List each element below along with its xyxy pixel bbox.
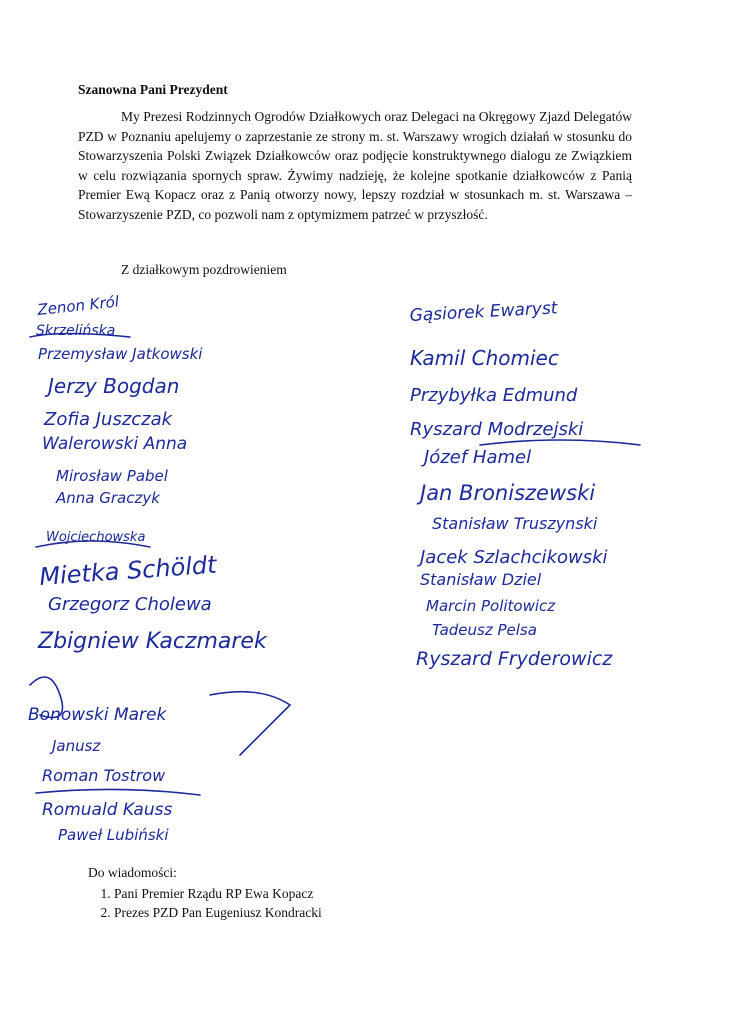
signature-left: Walerowski Anna [42,434,188,454]
letter-body: My Prezesi Rodzinnych Ogrodów Działkowych oraz Delegaci na Okręgowy Zjazd Delegatów PZD w Poznaniu apelujemy o zaprzestanie ze strony m. st. Warszawy wrogich działań w stosunku do Stowarzyszenia Polski Związek Działkowców oraz podjęcie konstruktywnego dialogu ze Związkiem w celu rozwiązania spornych spraw. Żywimy nadzieję, że kolejne spotkanie działkowców z Panią Premier Ewą Kopacz oraz z Panią otworzy nowy, lepszy rozdział w stosunkach m. st. Warszawa – Stowarzyszenie PZD, co pozwoli nam z optymizmem patrzeć w przyszłość. [78,109,632,222]
cc-item: 2. Prezes PZD Pan Eugeniusz Kondracki [114,903,322,922]
signature-left: Grzegorz Cholewa [48,594,212,615]
signature-left: Przemysław Jatkowski [38,345,203,363]
signature-right: Marcin Politowicz [426,597,556,615]
signature-right: Jacek Szlachcikowski [420,547,608,568]
signature-left: Romuald Kauss [42,800,173,820]
signature-left: Skrzelińska [36,323,116,339]
cc-block [88,863,322,922]
signature-right: Gąsiorek Ewaryst [409,298,558,326]
signature-left: Janusz [52,737,101,755]
signature-left: Mietka Schöldt [38,550,218,591]
signature-left: Jerzy Bogdan [48,374,180,398]
signature-right: Józef Hamel [424,447,532,468]
signature-left: Zbigniew Kaczmarek [38,629,267,654]
signature-left: Roman Tostrow [42,766,166,785]
signature-right: Ryszard Fryderowicz [416,648,613,670]
signature-left: Paweł Lubiński [58,826,169,844]
cc-item: 1. Pani Premier Rządu RP Ewa Kopacz [114,884,322,903]
signature-left: Anna Graczyk [56,489,160,507]
cc-list [88,884,322,922]
signature-right: Stanisław Dziel [420,570,542,589]
signatures-block [0,285,745,845]
signatures-svg [0,285,745,845]
signature-right: Ryszard Modrzejski [410,419,584,440]
signature-left: Mirosław Pabel [56,467,168,485]
signature-right: Tadeusz Pelsa [432,621,537,639]
signature-left: Wojciechowska [46,530,146,545]
signature-right: Kamil Chomiec [410,346,559,370]
cc-heading: Do wiadomości: [88,865,177,880]
signature-flourish [480,440,640,445]
signature-left: Bonowski Marek [28,705,167,725]
signature-flourish [36,789,200,795]
salutation: Szanowna Pani Prezydent [78,82,228,97]
signature-right: Jan Broniszewski [420,481,596,505]
signature-flourish [210,692,290,755]
closing-greeting: Z działkowym pozdrowieniem [121,262,287,277]
signature-left: Zofia Juszczak [44,409,173,430]
signature-left: Zenon Król [36,292,120,319]
signature-right: Stanisław Truszynski [432,514,598,533]
signature-right: Przybyłka Edmund [410,385,578,406]
